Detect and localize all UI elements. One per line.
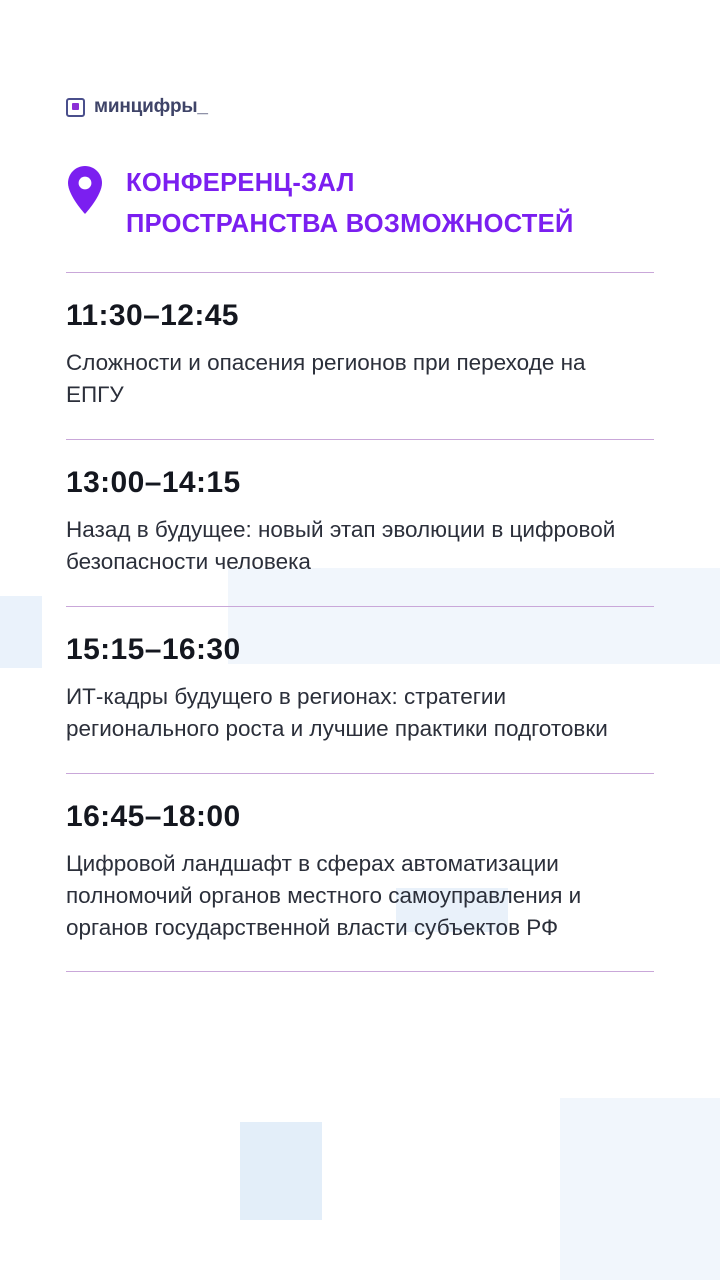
- list-item: [66, 774, 654, 972]
- brand-logo-text: минцифры_: [94, 96, 208, 117]
- schedule-list: [66, 272, 654, 972]
- divider: [66, 971, 654, 972]
- slot-description: Цифровой ландшафт в сферах автоматизации полномочий органов местного самоуправления и органов государственной власти субъектов РФ: [66, 850, 582, 940]
- slot-time: 11:30–12:45: [66, 299, 239, 332]
- slot-description: Назад в будущее: новый этап эволюции в цифровой безопасности человека: [66, 516, 616, 574]
- title-line-1: КОНФЕРЕНЦ-ЗАЛ: [126, 169, 355, 197]
- mincifry-square-icon: [66, 98, 85, 117]
- slot-time: 13:00–14:15: [66, 465, 241, 499]
- title-text: [126, 163, 574, 246]
- list-item: [66, 273, 654, 439]
- map-pin-icon: [66, 165, 104, 220]
- slot-time: 15:15–16:30: [66, 632, 241, 666]
- slot-time: 16:45–18:00: [66, 799, 241, 833]
- page-title: [66, 163, 666, 246]
- list-item: [66, 440, 654, 606]
- slot-description: ИТ-кадры будущего в регионах: стратегии регионального роста и лучшие практики подготовки: [66, 683, 608, 741]
- list-item: [66, 607, 654, 773]
- slot-description: Сложности и опасения регионов при переходе на ЕПГУ: [66, 350, 586, 407]
- brand-logo: [66, 96, 208, 118]
- title-line-2: ПРОСТРАНСТВА ВОЗМОЖНОСТЕЙ: [126, 210, 574, 239]
